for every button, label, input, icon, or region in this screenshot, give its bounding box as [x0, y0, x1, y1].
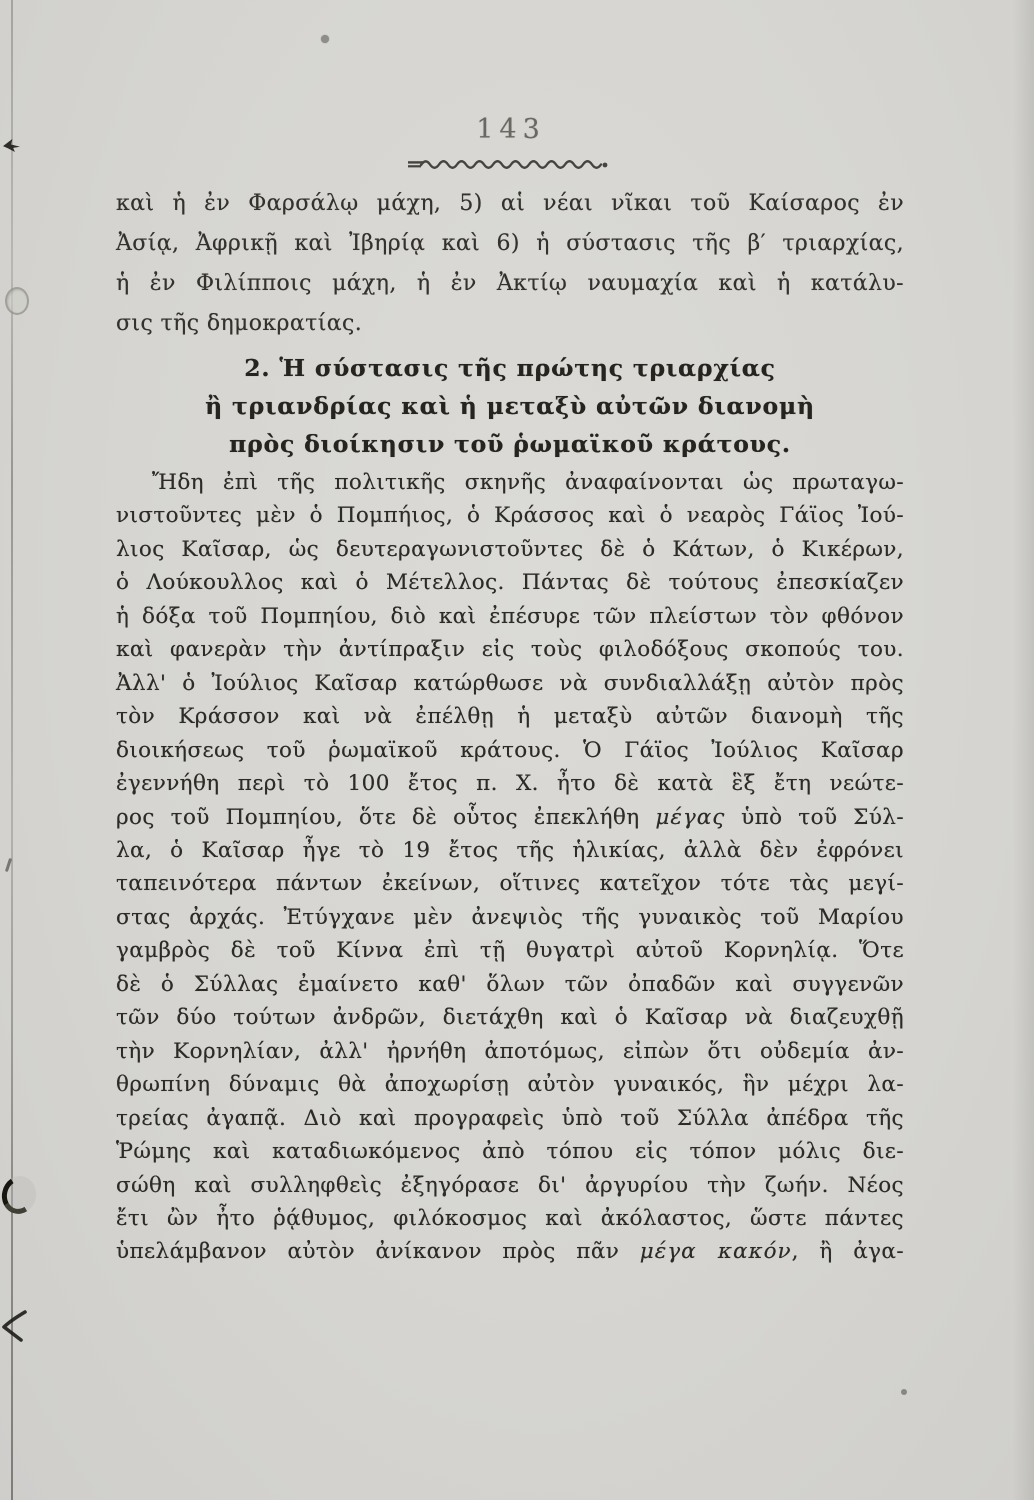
margin-ink-hook-icon [1, 1308, 33, 1344]
text-line-with-emphasis [116, 1235, 904, 1268]
page-gutter-line [11, 0, 13, 1500]
text-line: ἔτι ὢν ἦτο ῥᾴθυμος, φιλόκοσμος καὶ ἀκόλαστος, ὥστε πάντες [116, 1205, 904, 1231]
text-line: ὁ Λούκουλλος καὶ ὁ Μέτελλος. Πάντας δὲ τούτους ἐπεσκίαζεν [116, 570, 904, 596]
text-line: σώθη καὶ συλληφθεὶς ἐξηγόρασε δι' ἀργυρίου τὴν ζωήν. Νέος [116, 1172, 904, 1198]
text-line: τῶν δύο τούτων ἀνδρῶν, διετάχθη καὶ ὁ Καῖσαρ νὰ διαζευχθῇ [116, 1005, 904, 1031]
text-line: Ἤδη ἐπὶ τῆς πολιτικῆς σκηνῆς ἀναφαίνονται ὡς πρωταγω- [152, 470, 904, 495]
text-line: καὶ φανερὰν τὴν ἀντίπραξιν εἰς τοὺς φιλοδόξους σκοπούς του. [116, 637, 904, 663]
text-line: στας ἀρχάς. Ἐτύγχανε μὲν ἀνεψιὸς τῆς γυναικὸς τοῦ Μαρίου [116, 904, 904, 930]
page-number: 143 [476, 114, 546, 145]
ornamental-rule-icon [407, 157, 613, 171]
text-line: ταπεινότερα πάντων ἐκείνων, οἵτινες κατεῖχον τότε τὰς μεγί- [116, 871, 904, 897]
margin-stain-ring [5, 287, 29, 315]
text-line: σις τῆς δημοκρατίας. [116, 311, 363, 336]
text-line: ἐγεννήθη περὶ τὸ 100 ἔτος π. Χ. ἦτο δὲ κατὰ ἓξ ἔτη νεώτε- [116, 771, 904, 797]
heading-line: πρὸς διοίκησιν τοῦ ῥωμαϊκοῦ κράτους. [229, 430, 791, 458]
text-line: τὴν Κορνηλίαν, ἀλλ' ἠρνήθη ἀποτόμως, εἰπὼν ὅτι οὐδεμία ἀν- [116, 1038, 904, 1064]
text-line: θρωπίνη δύναμις θὰ ἀποχωρίσῃ αὐτὸν γυναικός, ἣν μέχρι λα- [116, 1072, 904, 1098]
text-line: Ἀλλ' ὁ Ἰούλιος Καῖσαρ κατώρθωσε νὰ συνδιαλλάξῃ αὐτὸν πρὸς [116, 670, 904, 696]
heading-line: ἢ τριανδρίας καὶ ἡ μεταξὺ αὐτῶν διανομὴ [205, 392, 815, 420]
page-right-edge-shadow [1012, 0, 1034, 1500]
text-line: τὸν Κράσσον καὶ νὰ ἐπέλθῃ ἡ μεταξὺ αὐτῶν διανομὴ τῆς [116, 704, 904, 730]
text-line: τρείας ἀγαπᾷ. Διὸ καὶ προγραφεὶς ὑπὸ τοῦ Σύλλα ἀπέδρα τῆς [116, 1105, 904, 1131]
margin-ink-mark-top-left [3, 139, 20, 152]
text-segment: ὑπὸ τοῦ Σύλ- [725, 804, 904, 830]
paper-speck-top [321, 35, 329, 43]
text-line: γαμβρὸς δὲ τοῦ Κίννα ἐπὶ τῇ θυγατρὶ αὐτοῦ Κορνηλίᾳ. Ὅτε [116, 938, 904, 964]
text-line: καὶ ἡ ἐν Φαρσάλῳ μάχη, 5) αἱ νέαι νῖκαι τοῦ Καίσαρος ἐν [116, 191, 904, 216]
emphasized-phrase: μέγα κακόν [639, 1239, 792, 1265]
paper-speck-bottom-right [901, 1389, 907, 1395]
section-heading [116, 349, 904, 463]
body-paragraph [116, 466, 904, 1269]
heading-line: 2. Ἡ σύστασις τῆς πρώτης τριαρχίας [244, 354, 776, 382]
continuation-paragraph [116, 184, 904, 344]
text-line: λιος Καῖσαρ, ὡς δευτεραγωνιστοῦντες δὲ ὁ Κάτων, ὁ Κικέρων, [116, 536, 904, 562]
text-segment: , ἢ ἀγα- [791, 1239, 905, 1265]
text-line: λα, ὁ Καῖσαρ ἦγε τὸ 19 ἔτος τῆς ἡλικίας, ἀλλὰ δὲν ἐφρόνει [116, 837, 904, 863]
text-line: νιστοῦντες μὲν ὁ Πομπήιος, ὁ Κράσσος καὶ ὁ νεαρὸς Γάϊος Ἰού- [116, 503, 904, 529]
text-line: ἡ ἐν Φιλίπποις μάχη, ἡ ἐν Ἀκτίῳ ναυμαχία καὶ ἡ κατάλυ- [116, 271, 904, 296]
text-segment: ὑπελάμβανον αὐτὸν ἀνίκανον πρὸς πᾶν [116, 1239, 640, 1265]
text-line-with-emphasis [116, 801, 904, 834]
text-segment: ρος τοῦ Πομπηίου, ὅτε δὲ οὗτος ἐπεκλήθη [116, 804, 656, 830]
margin-ink-blot [0, 1172, 40, 1217]
text-line: διοικήσεως τοῦ ῥωμαϊκοῦ κράτους. Ὁ Γάϊος Ἰούλιος Καῖσαρ [116, 737, 904, 763]
text-line: δὲ ὁ Σύλλας ἐμαίνετο καθ' ὅλων τῶν ὀπαδῶν καὶ συγγενῶν [116, 971, 904, 997]
text-line: Ἀσίᾳ, Ἀφρικῇ καὶ Ἰβηρίᾳ καὶ 6) ἡ σύστασις τῆς β′ τριαρχίας, [116, 231, 904, 256]
text-line: Ῥώμης καὶ καταδιωκόμενος ἀπὸ τόπου εἰς τόπον μόλις διε- [116, 1139, 904, 1165]
emphasized-word: μέγας [655, 804, 726, 830]
text-line: ἡ δόξα τοῦ Πομπηίου, διὸ καὶ ἐπέσυρε τῶν πλείστων τὸν φθόνον [116, 603, 904, 629]
